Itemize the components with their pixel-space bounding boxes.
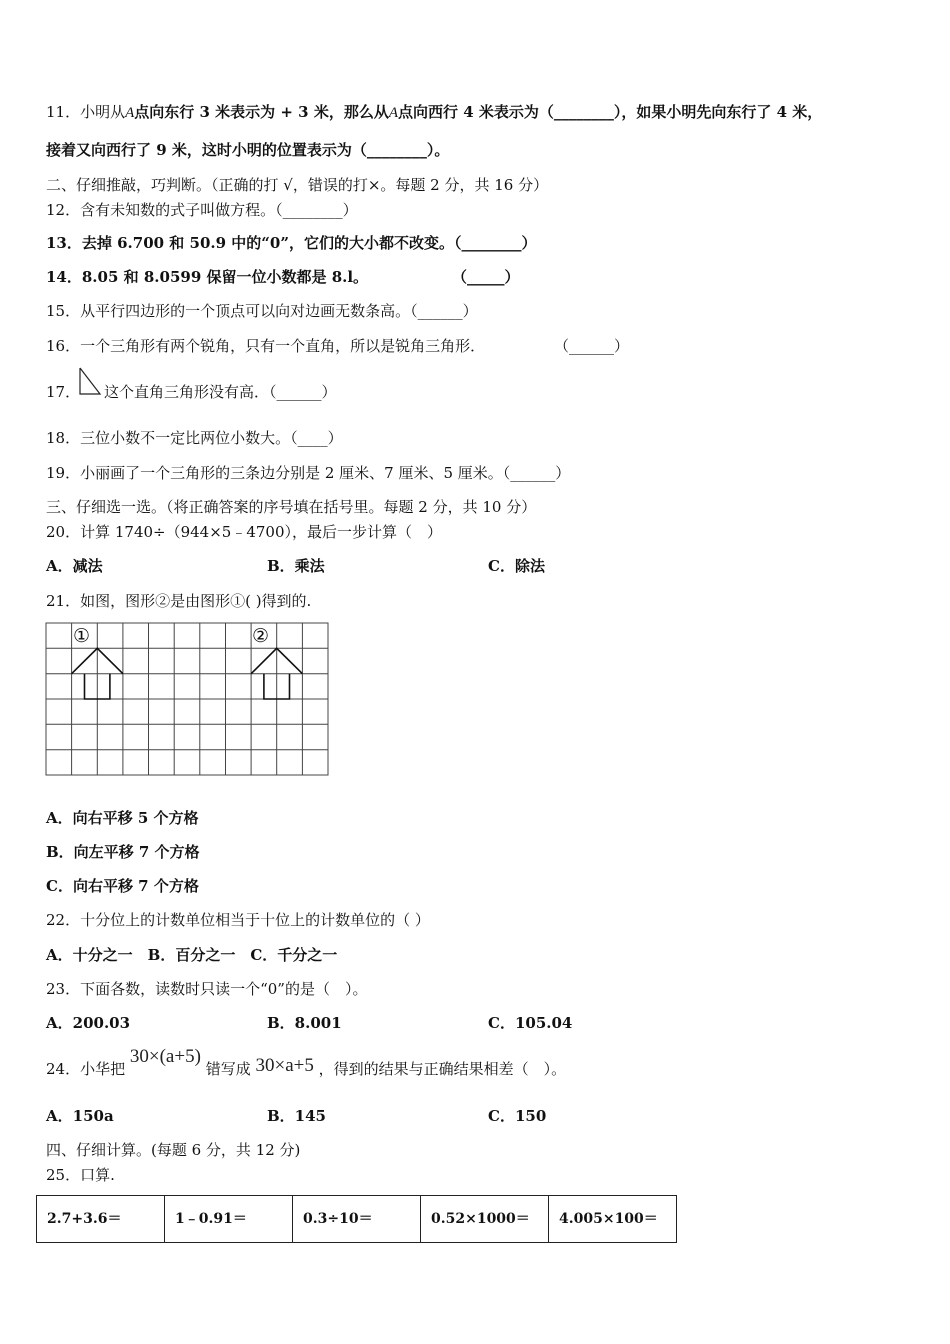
question-21: 21．如图，图形②是由图形①( )得到的.	[46, 592, 312, 610]
right-triangle-figure	[78, 366, 102, 396]
question-20: 20．计算 1740÷（944×5﹣4700），最后一步计算（ ）	[46, 523, 443, 541]
section-4-heading: 四、仔细计算。(每题 6 分，共 12 分)	[46, 1141, 301, 1159]
expression-correct: 30×(a+5)	[129, 1046, 201, 1067]
question-23-option-c[interactable]: C．105.04	[488, 1014, 573, 1032]
shape-2-label: ②	[252, 625, 270, 647]
question-23-option-b[interactable]: B．8.001	[267, 1014, 342, 1032]
calc-cell[interactable]: 0.52×1000＝	[421, 1196, 549, 1243]
question-24-option-a[interactable]: A．150a	[46, 1107, 114, 1125]
question-24-option-c[interactable]: C．150	[488, 1107, 547, 1125]
point-a: A	[125, 105, 135, 121]
question-20-option-a[interactable]: A．减法	[46, 557, 103, 575]
question-22: 22．十分位上的计数单位相当于十位上的计数单位的（ ）	[46, 911, 430, 929]
question-14: 14．8.05 和 8.0599 保留一位小数都是 8.l。 （_____）	[46, 268, 520, 286]
question-24: 24．小华把 30×(a+5) 错写成 30×a+5 ，得到的结果与正确结果相差（ ）。	[46, 1046, 567, 1078]
question-11-line-2: 接着又向西行了 9 米，这时小明的位置表示为（________）。	[46, 141, 450, 159]
question-23-option-a[interactable]: A．200.03	[46, 1014, 131, 1032]
translation-grid-figure	[44, 621, 330, 777]
point-a: A	[388, 105, 398, 121]
question-18: 18．三位小数不一定比两位小数大。（____）	[46, 429, 343, 447]
calc-cell[interactable]: 4.005×100＝	[549, 1196, 677, 1243]
expression-wrong: 30×a+5	[255, 1055, 314, 1076]
question-20-option-c[interactable]: C．除法	[488, 557, 545, 575]
question-16: 16．一个三角形有两个锐角，只有一个直角，所以是锐角三角形． （______）	[46, 337, 630, 355]
question-21-option-a[interactable]: A．向右平移 5 个方格	[46, 809, 199, 827]
question-19: 19．小丽画了一个三角形的三条边分别是 2 厘米、7 厘米、5 厘米。（______）	[46, 464, 571, 482]
calc-cell[interactable]: 0.3÷10＝	[293, 1196, 421, 1243]
question-12: 12．含有未知数的式子叫做方程。（________）	[46, 201, 358, 219]
calc-cell[interactable]: 2.7+3.6＝	[37, 1196, 165, 1243]
question-16-blank: （______）	[554, 337, 630, 355]
mental-math-table	[36, 1195, 677, 1243]
question-17: 17． 这个直角三角形没有高．（______）	[46, 382, 80, 402]
section-3-heading: 三、仔细选一选。（将正确答案的序号填在括号里。每题 2 分，共 10 分）	[46, 498, 537, 516]
question-13: 13．去掉 6.700 和 50.9 中的“0”，它们的大小都不改变。（________）	[46, 234, 537, 252]
calc-cell[interactable]: 1﹣0.91＝	[165, 1196, 293, 1243]
question-14-blank: （_____）	[452, 268, 520, 286]
table-row	[37, 1196, 677, 1243]
question-20-option-b[interactable]: B．乘法	[267, 557, 325, 575]
question-23: 23．下面各数，读数时只读一个“0”的是（ ）。	[46, 980, 368, 998]
section-2-heading: 二、仔细推敲，巧判断。（正确的打 √，错误的打×。每题 2 分，共 16 分）	[46, 176, 549, 194]
question-22-options[interactable]: A．十分之一 B．百分之一 C．千分之一	[46, 946, 338, 964]
question-21-option-b[interactable]: B．向左平移 7 个方格	[46, 843, 200, 861]
question-15: 15．从平行四边形的一个顶点可以向对边画无数条高。（______）	[46, 302, 478, 320]
question-25: 25．口算.	[46, 1166, 115, 1184]
question-24-option-b[interactable]: B．145	[267, 1107, 326, 1125]
shape-1-label: ①	[73, 625, 91, 647]
question-11-line-1: 11．小明从A点向东行 3 米表示为 + 3 米，那么从A点向西行 4 米表示为（________），如果小明先向东行了 4 米，	[46, 103, 823, 121]
question-21-option-c[interactable]: C．向右平移 7 个方格	[46, 877, 199, 895]
